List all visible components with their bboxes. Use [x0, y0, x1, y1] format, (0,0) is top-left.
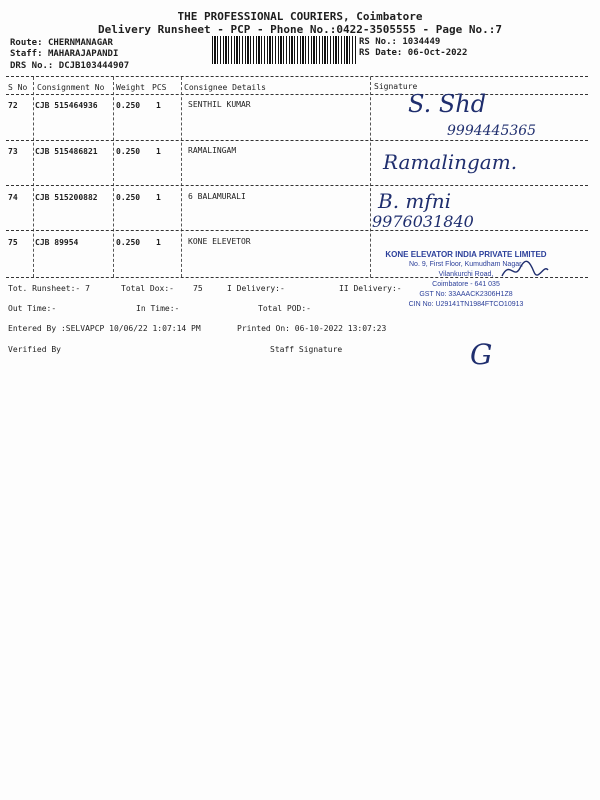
- route-row: [10, 38, 113, 48]
- col-sep-1: [33, 77, 34, 277]
- row72-phone: 9994445365: [447, 123, 537, 139]
- entered-by: Entered By :SELVAPCP 10/06/22 1:07:14 PM: [8, 324, 201, 333]
- company-title: THE PROFESSIONAL COURIERS, Coimbatore: [177, 10, 423, 23]
- col-header-pcs: PCS: [152, 83, 167, 92]
- row74-phone: 9976031840: [372, 212, 474, 231]
- page-initial-mark: G: [470, 338, 493, 371]
- route-label: Route:: [10, 38, 43, 48]
- tot-runsheet: Tot. Runsheet:- 7: [8, 284, 90, 293]
- col-header-weight: Weight: [116, 83, 145, 92]
- stamp-line1: No. 9, First Floor, Kumudham Nagar,: [409, 261, 523, 268]
- row-weight: 0.250: [116, 101, 141, 110]
- drs-label: DRS No.:: [10, 61, 54, 71]
- staff-signature: Staff Signature: [270, 345, 343, 354]
- row-weight: 0.250: [116, 193, 141, 202]
- row-sno: 74: [8, 193, 18, 202]
- row-sno: 72: [8, 101, 18, 110]
- row-consignee: SENTHIL KUMAR: [188, 100, 251, 109]
- stamp-line3: Coimbatore - 641 035: [432, 281, 500, 288]
- row-consignee: KONE ELEVETOR: [188, 237, 251, 246]
- row-consignee: RAMALINGAM: [188, 146, 237, 155]
- row-pcs: 1: [156, 193, 161, 202]
- row-pcs: 1: [156, 147, 161, 156]
- stamp-title: KONE ELEVATOR INDIA PRIVATE LIMITED: [385, 250, 547, 259]
- table-header-rule: [6, 94, 588, 95]
- runsheet-subtitle: Delivery Runsheet - PCP - Phone No.:0422-3505555 - Page No.:7: [98, 23, 502, 36]
- row-consignment: CJB 515464936: [35, 101, 98, 110]
- row-sno: 75: [8, 238, 18, 247]
- col-sep-2: [113, 77, 114, 277]
- table-bottom-rule: [6, 277, 588, 278]
- col-header-consignee: Consignee Details: [184, 83, 266, 92]
- row-rule-3: [6, 230, 588, 231]
- row-pcs: 1: [156, 101, 161, 110]
- stamp-line2: Vilankurchi Road,: [438, 271, 494, 278]
- total-dox-value: 75: [193, 284, 203, 293]
- row-weight: 0.250: [116, 238, 141, 247]
- total-dox-label: Total Dox:-: [121, 284, 174, 293]
- total-pod: Total POD:-: [258, 304, 311, 313]
- i-delivery: I Delivery:-: [227, 284, 285, 293]
- staff-row: [10, 49, 118, 59]
- barcode: [212, 36, 357, 64]
- route-value: CHERNMANAGAR: [47, 38, 113, 48]
- row-weight: 0.250: [116, 147, 141, 156]
- row-consignee: 6 BALAMURALI: [188, 192, 246, 201]
- row-rule-2: [6, 185, 588, 186]
- stamp-line5: CIN No: U29141TN1984FTCO10913: [408, 301, 524, 308]
- row74-signature: B. mfni: [378, 189, 452, 213]
- col-sep-3: [181, 77, 182, 277]
- row-pcs: 1: [156, 238, 161, 247]
- row-consignment: CJB 515200882: [35, 193, 98, 202]
- verified-by: Verified By: [8, 345, 61, 354]
- col-sep-4: [370, 77, 371, 277]
- row73-signature: Ramalingam.: [383, 150, 518, 174]
- rs-date-row: [359, 48, 467, 58]
- in-time: In Time:-: [136, 304, 180, 313]
- stamp-signature-scribble: [500, 258, 550, 282]
- row-consignment: CJB 515486821: [35, 147, 98, 156]
- stamp-line4: GST No: 33AAACK2306H1Z8: [419, 291, 513, 298]
- drs-row: [10, 61, 129, 71]
- col-header-sno: S No: [8, 83, 28, 92]
- row-rule-1: [6, 140, 588, 141]
- rs-no-label: RS No.:: [359, 37, 397, 47]
- row72-signature: S. Shd: [408, 90, 487, 118]
- rs-date-value: 06-Oct-2022: [407, 48, 468, 58]
- col-header-consignment: Consignment No: [37, 83, 105, 92]
- rs-date-label: RS Date:: [359, 48, 403, 58]
- ii-delivery: II Delivery:-: [339, 284, 402, 293]
- staff-value: MAHARAJAPANDI: [47, 49, 119, 59]
- rs-no-value: 1034449: [402, 37, 441, 47]
- drs-value: DCJB103444907: [58, 61, 130, 71]
- staff-label: Staff:: [10, 49, 43, 59]
- row-consignment: CJB 89954: [35, 238, 79, 247]
- row-sno: 73: [8, 147, 18, 156]
- rs-no-row: [359, 37, 440, 47]
- out-time: Out Time:-: [8, 304, 57, 313]
- col-header-signature: Signature: [374, 82, 418, 91]
- printed-on: Printed On: 06-10-2022 13:07:23: [237, 324, 387, 333]
- table-top-rule: [6, 76, 588, 77]
